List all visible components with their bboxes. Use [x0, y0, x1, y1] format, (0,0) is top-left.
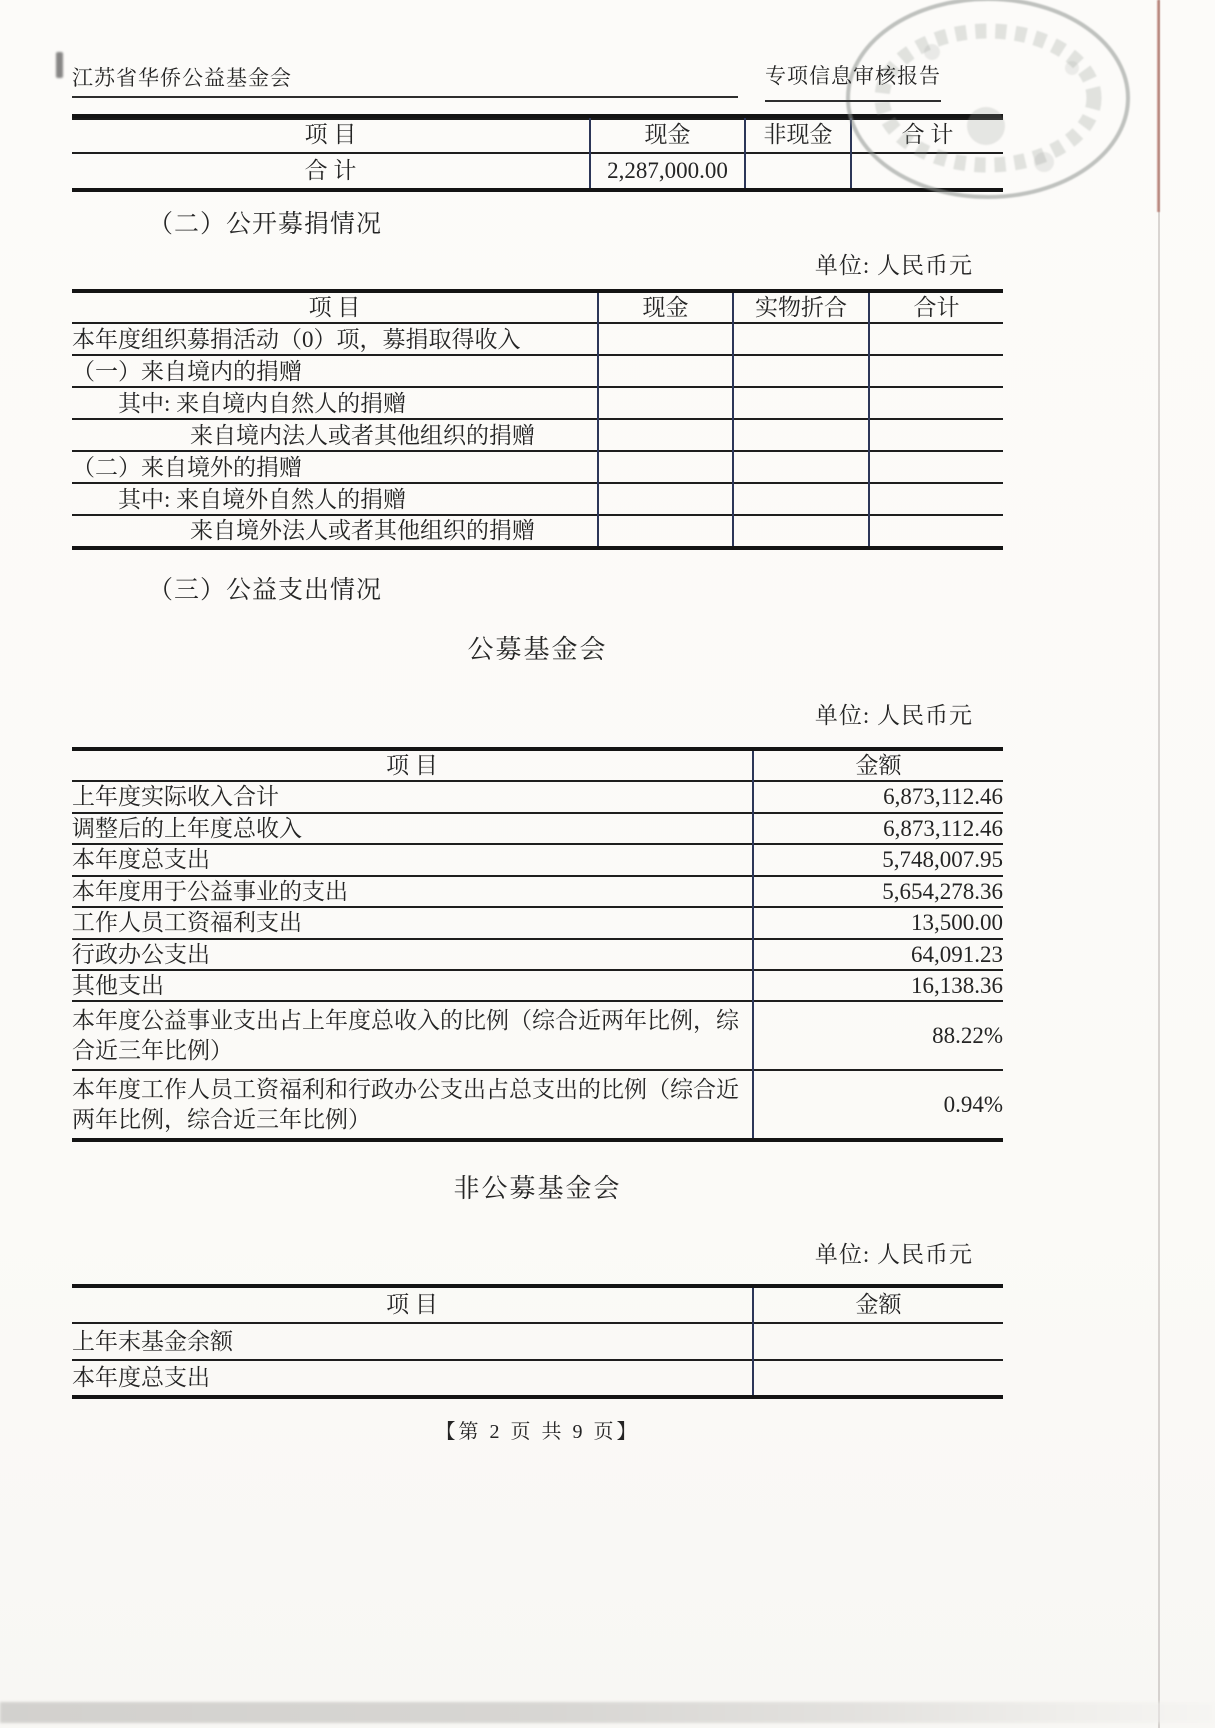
row-item-cell: 本年度公益事业支出占上年度总收入的比例（综合近两年比例，综合近三年比例） [72, 1001, 753, 1070]
column-header-in-kind: 实物折合 [733, 291, 869, 323]
table-row [72, 970, 1003, 1001]
non-public-foundation-table [72, 1284, 1003, 1399]
header-underline [72, 96, 738, 98]
non-public-foundation-title: 非公募基金会 [453, 1174, 622, 1204]
row-total-cell [869, 483, 1003, 515]
table-header-row [72, 116, 1003, 153]
column-header-item: 项 目 [308, 295, 361, 320]
table-row [72, 387, 1003, 419]
column-header-item: 项 目 [386, 752, 438, 778]
row-cash-cell [598, 483, 733, 515]
table-row [72, 876, 1003, 907]
table-row [72, 1001, 1003, 1070]
row-in-kind-cell [733, 387, 869, 419]
table-row [72, 844, 1003, 875]
row-in-kind-cell [733, 323, 869, 355]
row-total-cell [869, 419, 1003, 451]
row-cash-cell [598, 387, 733, 419]
row-total-cell [869, 387, 1003, 419]
public-fundraising-table [72, 289, 1003, 550]
page-number-footer: 【第 2 页 共 9 页】 [435, 1421, 640, 1444]
table-header-row [72, 749, 1003, 781]
row-cash-cell [598, 419, 733, 451]
table-row [72, 813, 1003, 844]
table-row [72, 355, 1003, 387]
column-header-cash: 现金 [590, 116, 745, 153]
scan-edge-line [1158, 0, 1160, 1728]
header-organization-name: 江苏省华侨公益基金会 [72, 66, 292, 90]
row-total-cell [869, 515, 1003, 547]
row-item-cell: 其中: 来自境外自然人的捐赠 [72, 483, 598, 515]
table-row [72, 515, 1003, 547]
scan-bottom-shadow [0, 1702, 1215, 1723]
column-header-total: 合 计 [851, 116, 1003, 153]
row-amount-cell: 5,654,278.36 [753, 876, 1003, 907]
row-in-kind-cell [733, 515, 869, 547]
row-item-cell: 上年末基金余额 [72, 1323, 753, 1360]
row-cash-cell [598, 323, 733, 355]
header-report-title: 专项信息审核报告 [765, 60, 941, 102]
section-heading-public-fundraising: （二）公开募捐情况 [148, 211, 383, 238]
row-cash-cell [598, 355, 733, 387]
unit-label: 单位: 人民币元 [814, 1242, 973, 1268]
public-foundation-title: 公募基金会 [467, 634, 608, 664]
row-amount-cell: 0.94% [753, 1070, 1003, 1140]
row-cash-cell [598, 515, 733, 547]
column-header-item: 项 目 [304, 122, 357, 148]
row-item-cell: 本年度用于公益事业的支出 [72, 876, 753, 907]
unit-label: 单位: 人民币元 [814, 253, 973, 278]
row-item-cell: 上年度实际收入合计 [72, 781, 753, 812]
scan-ink-artifact [56, 52, 63, 78]
table-row [72, 153, 1003, 190]
row-amount-cell: 5,748,007.95 [753, 844, 1003, 875]
row-in-kind-cell [733, 355, 869, 387]
unit-label: 单位: 人民币元 [814, 702, 973, 728]
row-item-cell: 工作人员工资福利支出 [72, 907, 753, 938]
row-amount-cell [753, 1360, 1003, 1397]
row-item-cell: （二）来自境外的捐赠 [72, 451, 598, 483]
row-cash-cell [598, 451, 733, 483]
row-in-kind-cell [733, 419, 869, 451]
row-item-cell: 本年度总支出 [72, 1360, 753, 1397]
table-row [72, 907, 1003, 938]
table-row [72, 1323, 1003, 1360]
column-header-amount: 金额 [753, 1286, 1003, 1323]
row-item-cell: 行政办公支出 [72, 939, 753, 970]
row-item-cell: 其中: 来自境内自然人的捐赠 [72, 387, 598, 419]
table-row [72, 451, 1003, 483]
table-row [72, 323, 1003, 355]
row-item-cell: （一）来自境内的捐赠 [72, 355, 598, 387]
row-item-cell: 本年度总支出 [72, 844, 753, 875]
column-header-amount: 金额 [753, 749, 1003, 781]
column-header-item: 项 目 [386, 1292, 438, 1318]
table-row [72, 781, 1003, 812]
column-header-cash: 现金 [598, 291, 733, 323]
row-item-cell: 来自境内法人或者其他组织的捐赠 [72, 419, 598, 451]
section-heading-public-expense: （三）公益支出情况 [148, 576, 383, 604]
table-row [72, 939, 1003, 970]
row-total-cell [869, 451, 1003, 483]
table-header-row [72, 1286, 1003, 1323]
row-amount-cell [753, 1323, 1003, 1360]
row-cash-cell: 2,287,000.00 [590, 153, 745, 190]
table-header-row [72, 291, 1003, 323]
row-item-cell: 调整后的上年度总收入 [72, 813, 753, 844]
row-in-kind-cell [733, 451, 869, 483]
scan-edge-red-line [1157, 0, 1160, 212]
table-row [72, 419, 1003, 451]
row-non-cash-cell [745, 153, 851, 190]
row-amount-cell: 6,873,112.46 [753, 781, 1003, 812]
table-row [72, 1070, 1003, 1140]
row-amount-cell: 88.22% [753, 1001, 1003, 1070]
row-in-kind-cell [733, 483, 869, 515]
table-row [72, 483, 1003, 515]
row-item-cell: 本年度组织募捐活动（0）项，募捐取得收入 [72, 323, 598, 355]
row-total-cell [851, 153, 1003, 190]
row-total-cell [869, 323, 1003, 355]
row-amount-cell: 64,091.23 [753, 939, 1003, 970]
row-total-cell [869, 355, 1003, 387]
row-item-cell: 本年度工作人员工资福利和行政办公支出占总支出的比例（综合近两年比例，综合近三年比例） [72, 1070, 753, 1140]
row-amount-cell: 13,500.00 [753, 907, 1003, 938]
row-item-cell: 其他支出 [72, 970, 753, 1001]
column-header-total: 合计 [869, 291, 1003, 323]
row-item-cell: 来自境外法人或者其他组织的捐赠 [72, 515, 598, 547]
public-foundation-expense-table [72, 747, 1003, 1142]
column-header-non-cash: 非现金 [745, 116, 851, 153]
summary-total-table [72, 114, 1003, 192]
row-amount-cell: 6,873,112.46 [753, 813, 1003, 844]
table-row [72, 1360, 1003, 1397]
row-amount-cell: 16,138.36 [753, 970, 1003, 1001]
row-item-cell: 合 计 [72, 153, 590, 190]
